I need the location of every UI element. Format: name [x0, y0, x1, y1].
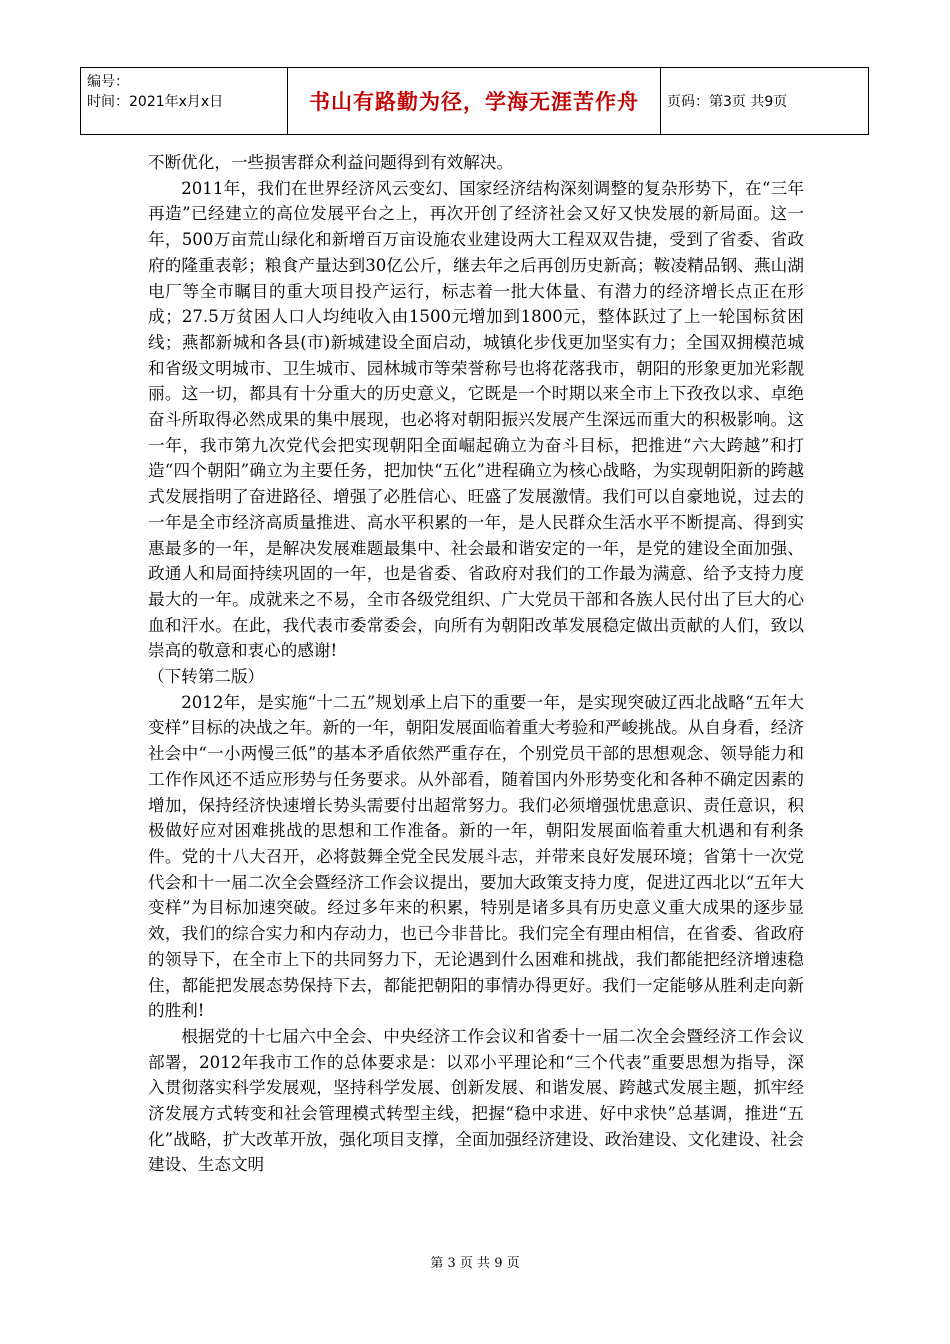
document-number-label: 编号：	[87, 74, 129, 90]
page-footer: 第 3 页 共 9 页	[430, 1256, 520, 1271]
paragraph-continuation: 不断优化，一些损害群众利益问题得到有效解决。	[148, 153, 514, 172]
document-header	[80, 67, 869, 135]
document-date-label: 时间：2021年x月x日	[87, 94, 224, 110]
paragraph-2012-requirements: 根据党的十七届六中全会、中央经济工作会议和省委十一届二次全会暨经济工作会议部署，2012年我市工作的总体要求是：以邓小平理论和“三个代表”重要思想为指导，深入贯彻落实科学发展观，坚持科学发展、创新发展、和谐发展、跨越式发展主题，抓牢经济发展方式转变和社会管理模式转型主线，把握“稳中求进、好中求快”总基调，推进“五化”战略，扩大改革开放，强化项目支撑，全面加强经济建设、政治建设、文化建设、社会建设、生态文明	[148, 1026, 804, 1175]
header-meta	[81, 68, 288, 135]
paragraph-continued-note: （下转第二版）	[148, 667, 265, 687]
header-motto: 书山有路勤为径，学海无涯苦作舟	[288, 68, 661, 135]
paragraph-2011-review: 2011年，我们在世界经济风云变幻、国家经济结构深刻调整的复杂形势下，在“三年再造”已经建立的高位发展平台之上，再次开创了经济社会又好又快发展的新局面。这一年，500万亩荒山绿化和新增百万亩设施农业建设两大工程双双告捷，受到了省委、省政府的隆重表彰；粮食产量达到30亿公斤，继去年之后再创历史新高；鞍凌精品钢、燕山湖电厂等全市瞩目的重大项目投产运行，标志着一批大体量、有潜力的经济增长点正在形成；27.5万贫困人口人均纯收入由1500元增加到1800元，整体跃过了上一轮国标贫困线；燕都新城和各县(市)新城建设全面启动，城镇化步伐更加坚实有力；全国双拥模范城和省级文明城市、卫生城市、园林城市等荣誉称号也将花落我市，朝阳的形象更加光彩靓丽。这一切，都具有十分重大的历史意义，它既是一个时期以来全市上下孜孜以求、卓绝奋斗所取得必然成果的集中展现，也必将对朝阳振兴发展产生深远而重大的积极影响。这一年，我市第九次党代会把实现朝阳全面崛起确立为奋斗目标，把推进“六大跨越”和打造“四个朝阳”确立为主要任务，把加快“五化”进程确立为核心战略，为实现朝阳新的跨越式发展指明了奋进路径、增强了必胜信心、旺盛了发展激情。我们可以自豪地说，过去的一年是全市经济高质量推进、高水平积累的一年，是人民群众生活水平不断提高、得到实惠最多的一年，是解决发展难题最集中、社会最和谐安定的一年，是党的建设全面加强、政通人和局面持续巩固的一年，也是省委、省政府对我们的工作最为满意、给予支持力度最大的一年。成就来之不易，全市各级党组织、广大党员干部和各族人民付出了巨大的心血和汗水。在此，我代表市委常委会，向所有为朝阳改革发展稳定做出贡献的人们，致以崇高的敬意和衷心的感谢!	[148, 178, 804, 661]
paragraph-2012-outlook: 2012年，是实施“十二五”规划承上启下的重要一年，是实现突破辽西北战略“五年大变样”目标的决战之年。新的一年，朝阳发展面临着重大考验和严峻挑战。从自身看，经济社会中“一小两慢三低”的基本矛盾依然严重存在，个别党员干部的思想观念、领导能力和工作作风还不适应形势与任务要求。从外部看，随着国内外形势变化和各种不确定因素的增加，保持经济快速增长势头需要付出超常努力。我们必须增强忧患意识、责任意识，积极做好应对困难挑战的思想和工作准备。新的一年，朝阳发展面临着重大机遇和有利条件。党的十八大召开，必将鼓舞全党全民发展斗志，并带来良好发展环境；省第十一次党代会和十一届二次全会暨经济工作会议提出，要加大政策支持力度，促进辽西北以“五年大变样”为目标加速突破。经过多年来的积累，特别是诸多具有历史意义重大成果的逐步显效，我们的综合实力和内存动力，也已今非昔比。我们完全有理由相信，在省委、省政府的领导下，在全市上下的共同努力下，无论遇到什么困难和挑战，我们都能把经济增速稳住，都能把发展态势保持下去，都能把朝阳的事情办得更好。我们一定能够从胜利走向新的胜利!	[148, 692, 804, 1021]
header-page-info: 页码：第3页 共9页	[661, 68, 869, 135]
document-body	[148, 150, 804, 1178]
